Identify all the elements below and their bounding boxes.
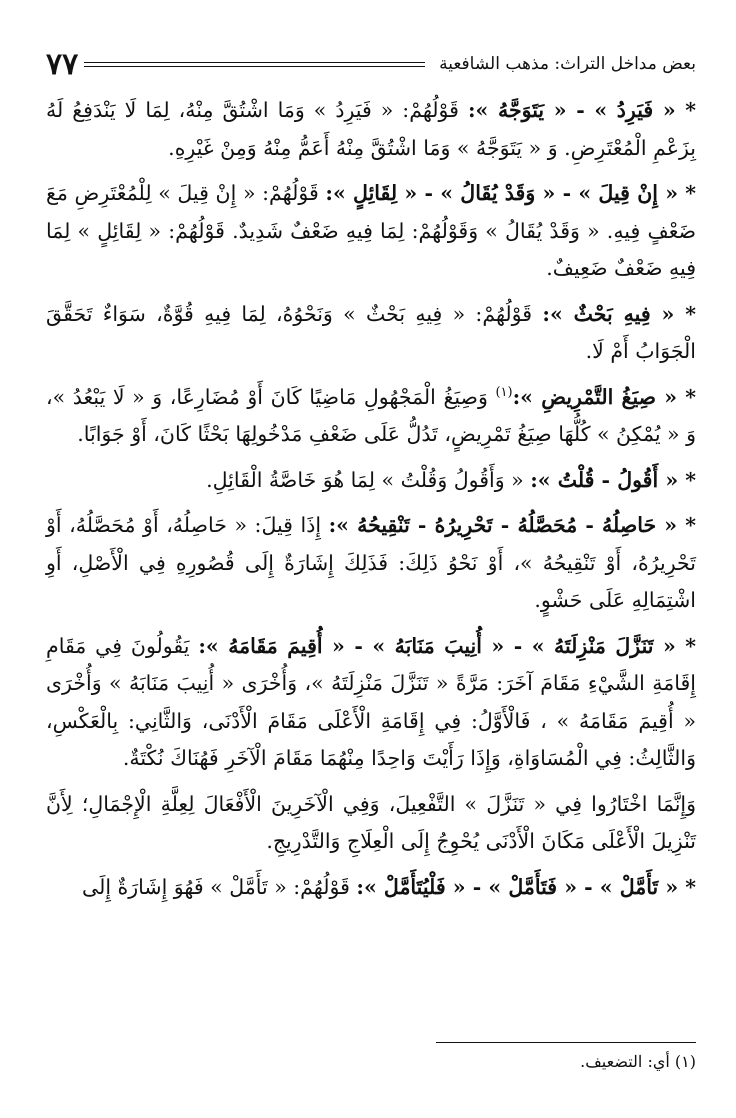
- header-rule: [78, 62, 431, 67]
- entry-text: إِذَا قِيلَ: « حَاصِلُهُ، أَوْ مُحَصَّلُهُ، أَوْ تَحْرِيرُهُ، أَوْ تَنْقِيحُهُ »، أَوْ نَحْوُ ذَلِكَ: فَذَلِكَ إِشَارَةٌ إِلَى قُصُورِهِ فِي الْأَصْلِ، أَوِ اشْتِمَالِهِ عَلَى حَشْوٍ.: [46, 513, 696, 612]
- entry-text: قَوْلُهُمْ: « تَأَمَّلْ » فَهُوَ إِشَارَةٌ إِلَى: [81, 874, 357, 899]
- footnote-divider: [436, 1042, 696, 1043]
- paragraph: [46, 869, 696, 907]
- entry-term: * « أَقُولُ - قُلْتُ »:: [530, 467, 696, 492]
- entry-term: * « إِنْ قِيلَ » - « وَقَدْ يُقَالُ » - « لِقَائِلٍ »:: [325, 181, 696, 205]
- entry-term: * « تَنَزَّلَ مَنْزِلَتَهُ » - « أُنِيبَ مَنَابَهُ » - « أُقِيمَ مَقَامَهُ »:: [198, 633, 696, 658]
- paragraph: [46, 92, 696, 167]
- entry-text: قَوْلُهُمْ: « فِيهِ بَحْثٌ » وَنَحْوُهُ، لِمَا فِيهِ قُوَّةٌ، سَوَاءٌ تَحَقَّقَ الْجَوَابُ أَمْ لَا.: [46, 301, 696, 363]
- entry-text: وَصِيَغُ الْمَجْهُولِ مَاضِيًا كَانَ أَوْ مُضَارِعًا، وَ « لَا يَبْعُدُ »، وَ « يُمْكِنُ » كُلُّهَا صِيَغُ تَمْرِيضٍ، تَدُلُّ عَلَى ضَعْفِ مَدْخُولِهَا بَحْثًا كَانَ، أَوْ جَوَابًا.: [46, 384, 696, 446]
- page-body: [46, 92, 696, 914]
- footnote: (١) أي: التضعيف.: [580, 1052, 696, 1071]
- entry-term: * « حَاصِلُهُ - مُحَصَّلُهُ - تَحْرِيرُهُ - تَنْقِيحُهُ »:: [328, 513, 696, 537]
- paragraph: [46, 175, 696, 288]
- entry-text: قَوْلُهُمْ: « فَيَرِدُ » وَمَا اشْتُقَّ مِنْهُ، لِمَا لَا يَنْدَفِعُ لَهُ بِزَعْمِ الْمُعْتَرِضِ. وَ « يَتَوَجَّهُ » وَمَا اشْتُقَّ مِنْهُ أَعَمُّ مِنْهُ وَمِنْ غَيْرِهِ.: [46, 98, 696, 160]
- paragraph: [46, 507, 696, 620]
- entry-text: وَإِنَّمَا اخْتَارُوا فِي « تَنَزَّلَ » التَّفْعِيلَ، وَفِي الْآخَرِينَ الْأَفْعَالَ لِعِلَّةِ الْإِجْمَالِ؛ لِأَنَّ تَنْزِيلَ الْأَعْلَى مَكَانَ الْأَدْنَى يُحْوِجُ إِلَى الْعِلَاجِ وَالتَّدْرِيجِ.: [46, 791, 696, 853]
- paragraph: [46, 379, 696, 454]
- paragraph: [46, 462, 696, 500]
- entry-term: * « صِيَغُ التَّمْرِيضِ »:: [512, 384, 696, 409]
- footnote-ref: (١): [495, 384, 513, 400]
- entry-text: « وَأَقُولُ وَقُلْتُ » لِمَا هُوَ خَاصَّةُ الْقَائِلِ.: [206, 467, 531, 492]
- paragraph: [46, 786, 696, 861]
- paragraph: [46, 296, 696, 371]
- entry-text: يَقُولُونَ فِي مَقَامِ إِقَامَةِ الشَّيْءِ مَقَامَ آخَرَ: مَرَّةً « تَنَزَّلَ مَنْزِلَتَهُ »، وَأُخْرَى « أُنِيبَ مَنَابَهُ » وَأُخْرَى « أُقِيمَ مَقَامَهُ » ، فَالْأَوَّلُ: فِي إِقَامَةِ الْأَعْلَى مَقَامَ الْأَدْنَى، وَالثَّانِي: بِالْعَكْسِ، وَالثَّالِثُ: فِي الْمُسَاوَاةِ، وَإِذَا رَأَيْتَ وَاحِدًا مِنْهُمَا مَقَامَ الْآخَرِ فَهُنَاكَ نُكْتَةٌ.: [46, 633, 696, 770]
- page-number: ٧٧: [46, 46, 79, 82]
- entry-term: * « فَيَرِدُ » - « يَتَوَجَّهُ »:: [467, 98, 697, 122]
- entry-term: * « فِيهِ بَحْثٌ »:: [542, 301, 696, 326]
- paragraph: [46, 628, 696, 778]
- page-header: [46, 44, 696, 84]
- running-title: بعض مداخل التراث: مذهب الشافعية: [439, 54, 696, 74]
- entry-term: * « تَأَمَّلْ » - « فَتَأَمَّلْ » - « فَلْيُتَأَمَّلْ »:: [356, 874, 696, 899]
- entry-text: قَوْلُهُمْ: « إِنْ قِيلَ » لِلْمُعْتَرِضِ مَعَ ضَعْفٍ فِيهِ. « وَقَدْ يُقَالُ » وَقَوْلُهُمْ: لِمَا فِيهِ ضَعْفٌ شَدِيدٌ. قَوْلُهُمْ: « لِقَائِلٍ » لِمَا فِيهِ ضَعْفٌ ضَعِيفٌ.: [46, 181, 696, 280]
